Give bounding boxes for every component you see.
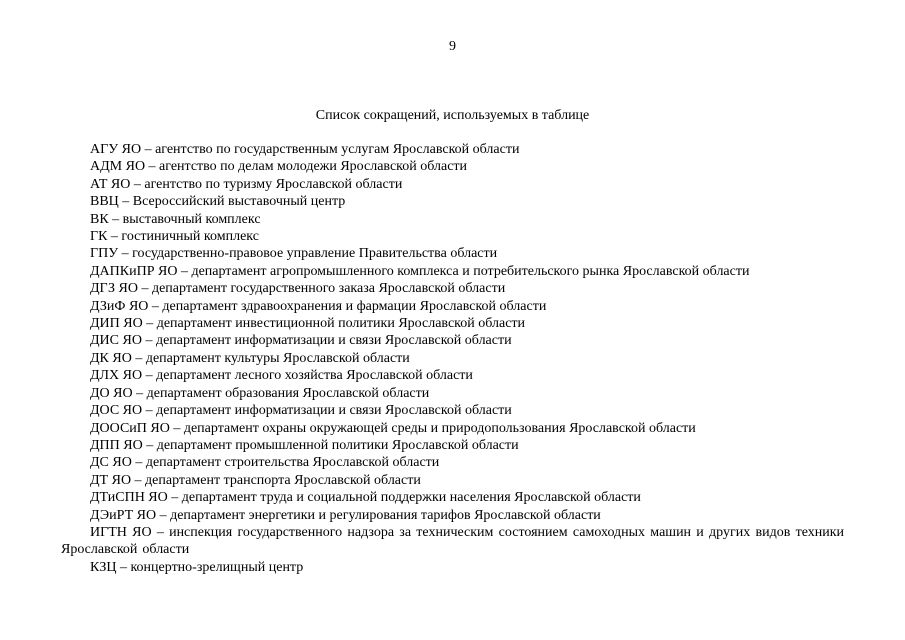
list-item: ДИП ЯО – департамент инвестиционной политики Ярославской области (90, 316, 526, 332)
list-item: ДОС ЯО – департамент информатизации и связи Ярославской области (90, 403, 512, 419)
page-number: 9 (449, 39, 456, 54)
list-item: ДТиСПН ЯО – департамент труда и социальной поддержки населения Ярославской области (90, 490, 641, 506)
list-item: ДООСиП ЯО – департамент охраны окружающей среды и природопользования Ярославской области (90, 420, 696, 436)
list-item: КЗЦ – концертно-зрелищный центр (90, 559, 304, 575)
list-item: ДК ЯО – департамент культуры Ярославской области (90, 350, 410, 366)
list-item: ДЗиФ ЯО – департамент здравоохранения и фармации Ярославской области (90, 298, 547, 314)
list-item: ВК – выставочный комплекс (90, 211, 261, 227)
list-item: АТ ЯО – агентство по туризму Ярославской области (90, 176, 403, 192)
list-item: ДТ ЯО – департамент транспорта Ярославской области (90, 472, 421, 488)
list-item: АГУ ЯО – агентство по государственным услугам Ярославской области (90, 142, 520, 157)
abbreviation-list (61, 141, 844, 576)
list-item: АДМ ЯО – агентство по делам молодежи Ярославской области (90, 159, 468, 175)
list-item: ВВЦ – Всероссийский выставочный центр (90, 194, 346, 210)
list-item: ДПП ЯО – департамент промышленной политики Ярославской области (90, 437, 519, 453)
list-item: ДС ЯО – департамент строительства Ярославской области (90, 455, 440, 471)
page-title: Список сокращений, используемых в таблице (315, 108, 590, 123)
list-item: ДЛХ ЯО – департамент лесного хозяйства Ярославской области (90, 368, 473, 384)
list-item: ГК – гостиничный комплекс (90, 229, 259, 245)
list-item: ДАПКиПР ЯО – департамент агропромышленного комплекса и потребительского рынка Ярославской области (90, 263, 750, 279)
list-item: ГПУ – государственно-правовое управление Правительства области (90, 246, 498, 262)
list-item: ДЭиРТ ЯО – департамент энергетики и регулирования тарифов Ярославской области (90, 507, 601, 523)
list-item: ДИС ЯО – департамент информатизации и связи Ярославской области (90, 333, 512, 349)
list-item: ДО ЯО – департамент образования Ярославской области (90, 385, 430, 401)
list-item: ДГЗ ЯО – департамент государственного заказа Ярославской области (90, 281, 506, 297)
list-item: ИГТН ЯО – инспекция государственного надзора за техническим состоянием самоходных машин и других видов техники Ярославской области (61, 524, 844, 558)
